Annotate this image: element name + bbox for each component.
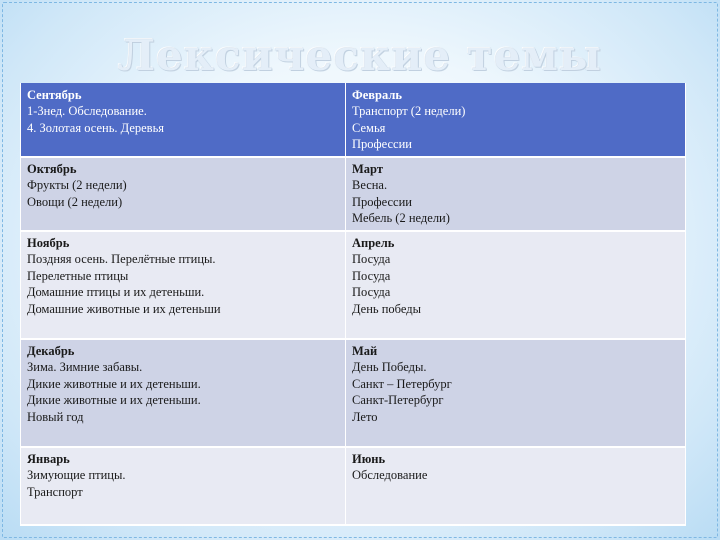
table-row xyxy=(21,447,686,525)
theme-item: Овощи (2 недели) xyxy=(27,194,123,209)
month-name: Март xyxy=(352,162,383,176)
theme-item: Транспорт (2 недели) xyxy=(352,104,466,119)
table-row xyxy=(21,83,686,157)
theme-item: Профессии xyxy=(352,137,412,152)
theme-item: Обследование xyxy=(352,468,428,483)
month-cell-left xyxy=(21,447,346,525)
themes-table-body xyxy=(21,83,686,525)
month-cell-right xyxy=(346,447,686,525)
theme-item: Домашние животные и их детеньши xyxy=(27,301,221,316)
theme-item: Зима. Зимние забавы. xyxy=(27,360,143,375)
month-name: Апрель xyxy=(352,236,395,250)
month-name: Июнь xyxy=(352,452,386,466)
month-name: Ноябрь xyxy=(27,236,70,250)
month-cell-left xyxy=(21,157,346,231)
month-cell-left xyxy=(21,231,346,339)
theme-item: День Победы. xyxy=(352,360,427,375)
theme-item: Санкт-Петербург xyxy=(352,393,444,408)
theme-item: Семья xyxy=(352,120,386,135)
theme-item: Профессии xyxy=(352,194,412,209)
page-title: Лексические темы xyxy=(117,31,603,80)
theme-item: Санкт – Петербург xyxy=(352,376,452,391)
theme-item: Перелетные птицы xyxy=(27,268,129,283)
theme-item: Посуда xyxy=(352,252,391,267)
theme-item: Фрукты (2 недели) xyxy=(27,178,127,193)
month-cell-right xyxy=(346,339,686,447)
theme-item: Лето xyxy=(352,409,378,424)
theme-item: Дикие животные и их детеньши. xyxy=(27,393,201,408)
theme-item: Дикие животные и их детеньши. xyxy=(27,376,201,391)
month-name: Сентябрь xyxy=(27,88,82,102)
month-name: Январь xyxy=(27,452,70,466)
month-name: Май xyxy=(352,344,378,358)
themes-table xyxy=(20,83,686,526)
theme-item: День победы xyxy=(352,301,422,316)
month-name: Декабрь xyxy=(27,344,75,358)
table-row xyxy=(21,339,686,447)
month-cell-right xyxy=(346,231,686,339)
theme-item: Новый год xyxy=(27,409,84,424)
theme-item: Домашние птицы и их детеньши. xyxy=(27,285,205,300)
theme-item: 1-3нед. Обследование. xyxy=(27,104,147,119)
table-row xyxy=(21,157,686,231)
theme-item: Зимующие птицы. xyxy=(27,468,126,483)
theme-item: Посуда xyxy=(352,285,391,300)
month-name: Февраль xyxy=(352,88,402,102)
theme-item: Транспорт xyxy=(27,484,83,499)
month-name: Октябрь xyxy=(27,162,77,176)
theme-item: 4. Золотая осень. Деревья xyxy=(27,120,165,135)
table-row xyxy=(21,231,686,339)
theme-item: Весна. xyxy=(352,178,388,193)
month-cell-right xyxy=(346,157,686,231)
month-cell-left xyxy=(21,83,346,157)
month-cell-left xyxy=(21,339,346,447)
theme-item: Мебель (2 недели) xyxy=(352,211,450,226)
month-cell-right xyxy=(346,83,686,157)
theme-item: Посуда xyxy=(352,268,391,283)
theme-item: Поздняя осень. Перелётные птицы. xyxy=(27,252,216,267)
